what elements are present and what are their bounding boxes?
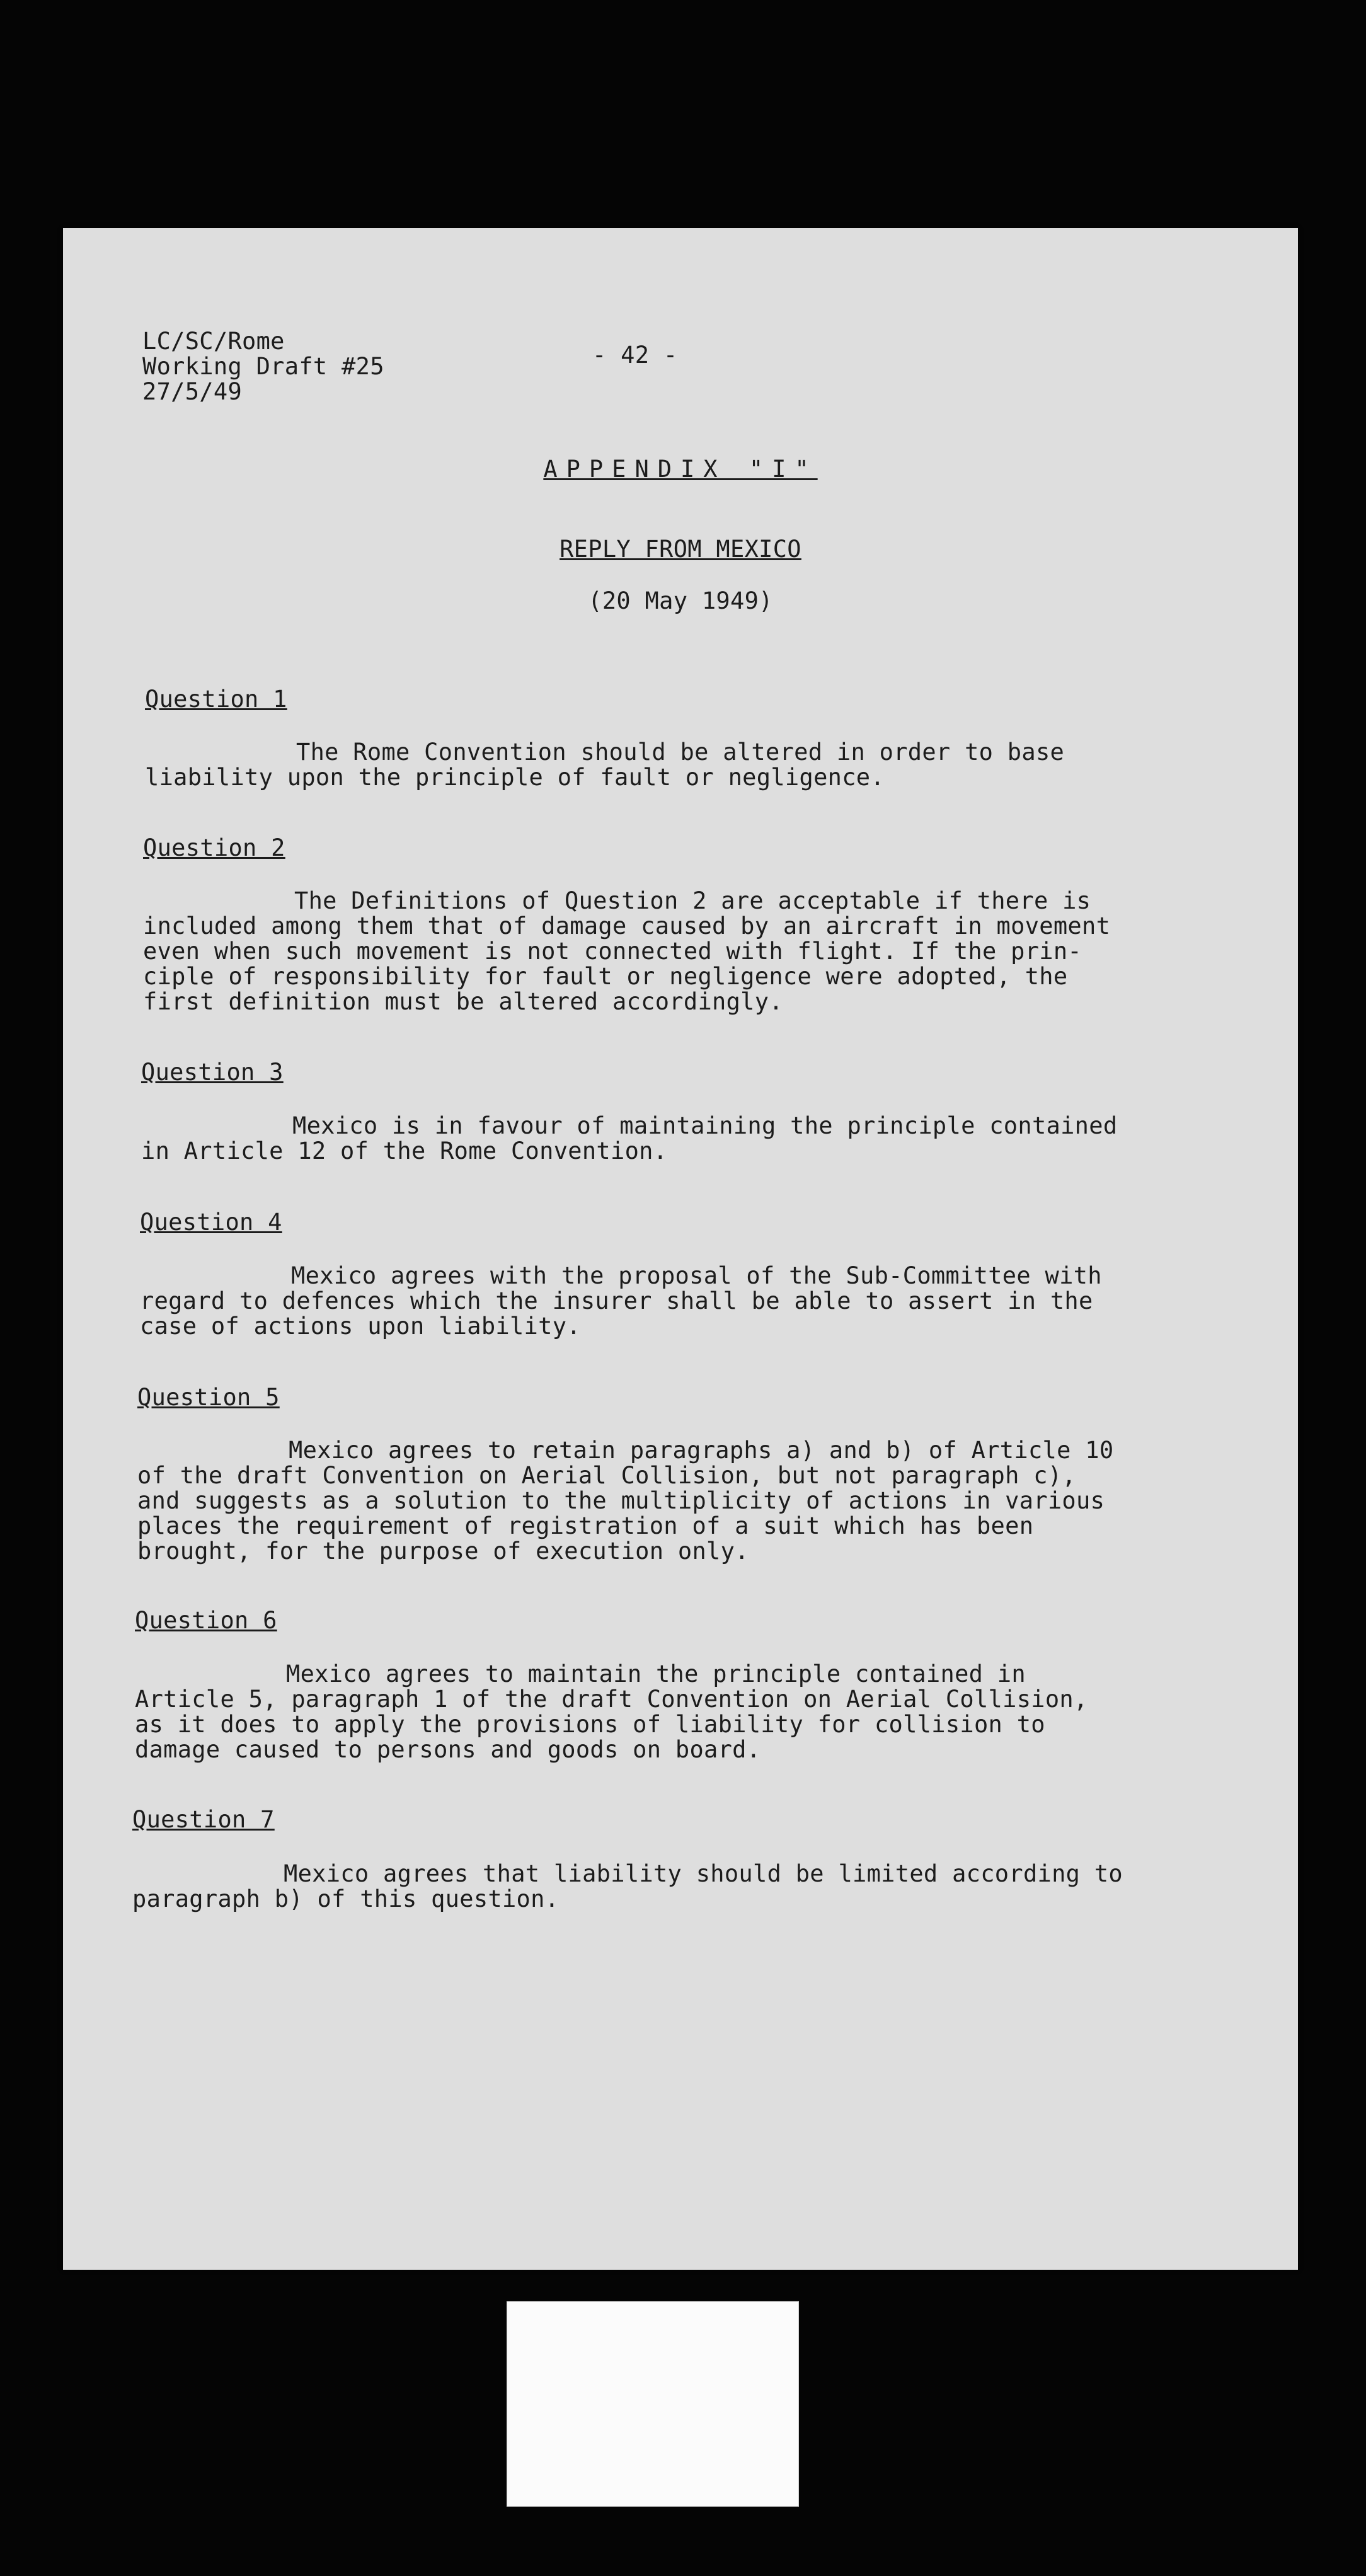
- question-heading: Question 4: [140, 1209, 282, 1236]
- question-answer: [132, 1861, 1153, 1912]
- answer-line: ciple of responsibility for fault or negligence were adopted, the: [143, 963, 1068, 990]
- answer-line: case of actions upon liability.: [140, 1313, 581, 1340]
- question-heading: Question 7: [132, 1806, 275, 1833]
- question-answer: [145, 740, 1166, 790]
- question-answer: [137, 1438, 1158, 1564]
- question-answer: [141, 1113, 1162, 1164]
- answer-line: brought, for the purpose of execution only.: [137, 1538, 749, 1565]
- question-heading: Question 6: [135, 1607, 277, 1634]
- question-heading: Question 5: [137, 1384, 280, 1411]
- answer-line: even when such movement is not connected with flight. If the prin-: [143, 938, 1082, 965]
- appendix-title: APPENDIX "I": [543, 456, 818, 483]
- question-answer: [135, 1662, 1156, 1762]
- reply-date: (20 May 1949): [588, 587, 773, 614]
- answer-line: places the requirement of registration of a suit which has been: [137, 1512, 1034, 1539]
- answer-line: regard to defences which the insurer shall be able to assert in the: [140, 1287, 1093, 1314]
- answer-line: Article 5, paragraph 1 of the draft Convention on Aerial Collision,: [135, 1686, 1088, 1713]
- question-answer: [143, 888, 1164, 1015]
- blank-card: [507, 2301, 799, 2507]
- answer-line: Mexico agrees with the proposal of the Sub-Committee with: [291, 1262, 1102, 1289]
- question-heading: Question 1: [145, 686, 287, 713]
- reference-line: Working Draft #25: [142, 353, 384, 380]
- document-reference: [142, 329, 384, 405]
- answer-line: of the draft Convention on Aerial Collision, but not paragraph c),: [137, 1462, 1077, 1489]
- reference-line: 27/5/49: [142, 378, 243, 405]
- question-heading: Question 2: [143, 834, 285, 861]
- answer-line: damage caused to persons and goods on board.: [135, 1736, 761, 1763]
- question-heading: Question 3: [141, 1059, 284, 1086]
- page-number: - 42 -: [592, 342, 678, 369]
- document-page: [63, 228, 1298, 2270]
- answer-line: liability upon the principle of fault or negligence.: [145, 764, 885, 791]
- answer-line: and suggests as a solution to the multiplicity of actions in various: [137, 1487, 1105, 1514]
- answer-line: paragraph b) of this question.: [132, 1885, 560, 1912]
- question-answer: [140, 1263, 1161, 1339]
- answer-line: Mexico agrees to maintain the principle contained in: [286, 1660, 1026, 1688]
- answer-line: in Article 12 of the Rome Convention.: [141, 1137, 668, 1164]
- answer-line: Mexico agrees that liability should be limited according to: [284, 1860, 1123, 1887]
- answer-line: The Rome Convention should be altered in order to base: [296, 739, 1065, 766]
- answer-line: The Definitions of Question 2 are acceptable if there is: [294, 887, 1091, 914]
- answer-line: Mexico is in favour of maintaining the principle contained: [292, 1112, 1118, 1139]
- reply-title: REPLY FROM MEXICO: [560, 536, 801, 563]
- answer-line: included among them that of damage caused by an aircraft in movement: [143, 912, 1111, 940]
- answer-line: Mexico agrees to retain paragraphs a) and b) of Article 10: [289, 1437, 1114, 1464]
- answer-line: first definition must be altered accordingly.: [143, 988, 783, 1015]
- answer-line: as it does to apply the provisions of liability for collision to: [135, 1711, 1045, 1738]
- reference-line: LC/SC/Rome: [142, 328, 285, 355]
